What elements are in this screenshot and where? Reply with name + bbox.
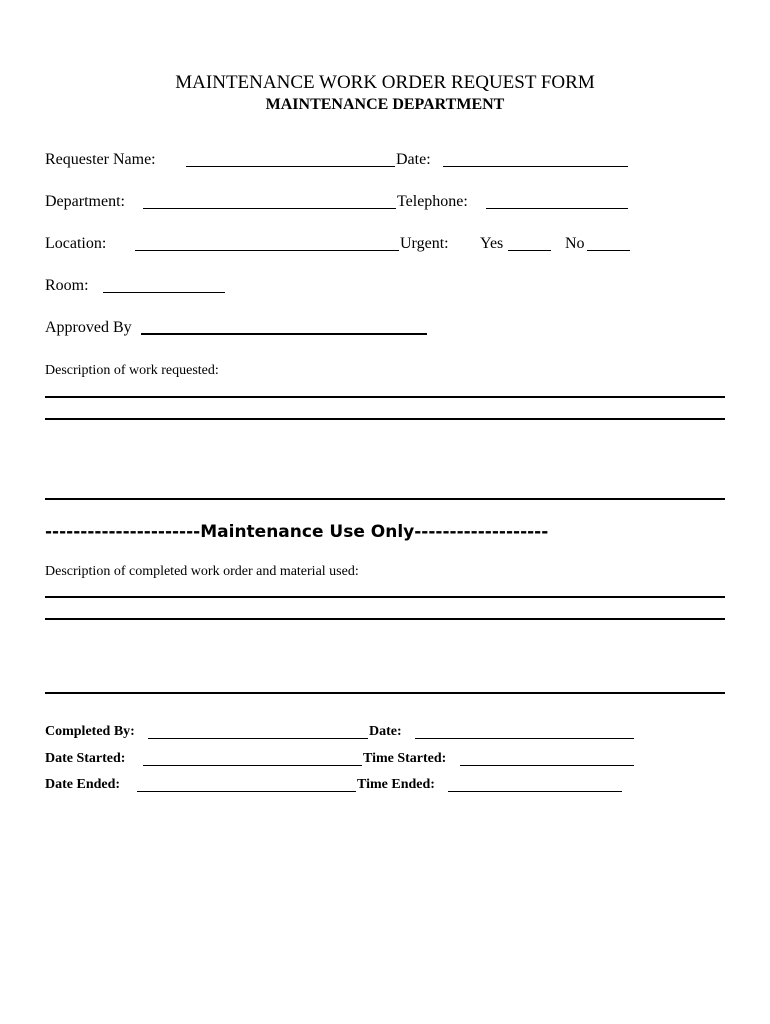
completed-description-line-1[interactable] [45, 596, 725, 598]
date-label: Date: [396, 151, 431, 168]
room-field[interactable] [103, 278, 225, 293]
time-ended-label: Time Ended: [357, 777, 435, 792]
telephone-field[interactable] [486, 194, 628, 209]
completed-date-label: Date: [369, 724, 402, 739]
location-field[interactable] [135, 236, 399, 251]
completed-by-field[interactable] [148, 725, 368, 739]
completed-date-field[interactable] [415, 725, 634, 739]
maintenance-section-title: ----------------------Maintenance Use Only------------------- [45, 522, 549, 542]
urgent-label: Urgent: [400, 235, 449, 252]
work-description-label: Description of work requested: [45, 363, 219, 378]
completed-by-label: Completed By: [45, 724, 135, 739]
work-description-line-1[interactable] [45, 396, 725, 398]
form-title: MAINTENANCE WORK ORDER REQUEST FORM [175, 72, 595, 93]
approved-by-label: Approved By [45, 319, 132, 336]
completed-description-line-3[interactable] [45, 692, 725, 694]
time-ended-field[interactable] [448, 778, 622, 792]
department-label: Department: [45, 193, 125, 210]
urgent-yes-label: Yes [480, 235, 504, 252]
telephone-label: Telephone: [397, 193, 468, 210]
completed-description-line-2[interactable] [45, 618, 725, 620]
department-field[interactable] [143, 194, 396, 209]
urgent-no-label: No [565, 235, 585, 252]
requester-name-field[interactable] [186, 152, 395, 167]
requester-name-label: Requester Name: [45, 151, 156, 168]
approved-by-field[interactable] [141, 319, 427, 335]
urgent-no-field[interactable] [587, 236, 630, 251]
date-field[interactable] [443, 152, 628, 167]
work-description-line-2[interactable] [45, 418, 725, 420]
time-started-label: Time Started: [363, 751, 447, 766]
room-label: Room: [45, 277, 89, 294]
form-subtitle: MAINTENANCE DEPARTMENT [265, 96, 505, 113]
location-label: Location: [45, 235, 107, 252]
date-started-label: Date Started: [45, 751, 126, 766]
urgent-yes-field[interactable] [508, 236, 551, 251]
time-started-field[interactable] [460, 752, 634, 766]
date-started-field[interactable] [143, 752, 362, 766]
completed-description-label: Description of completed work order and material used: [45, 564, 359, 579]
date-ended-field[interactable] [137, 778, 356, 792]
date-ended-label: Date Ended: [45, 777, 121, 792]
work-description-line-3[interactable] [45, 498, 725, 500]
